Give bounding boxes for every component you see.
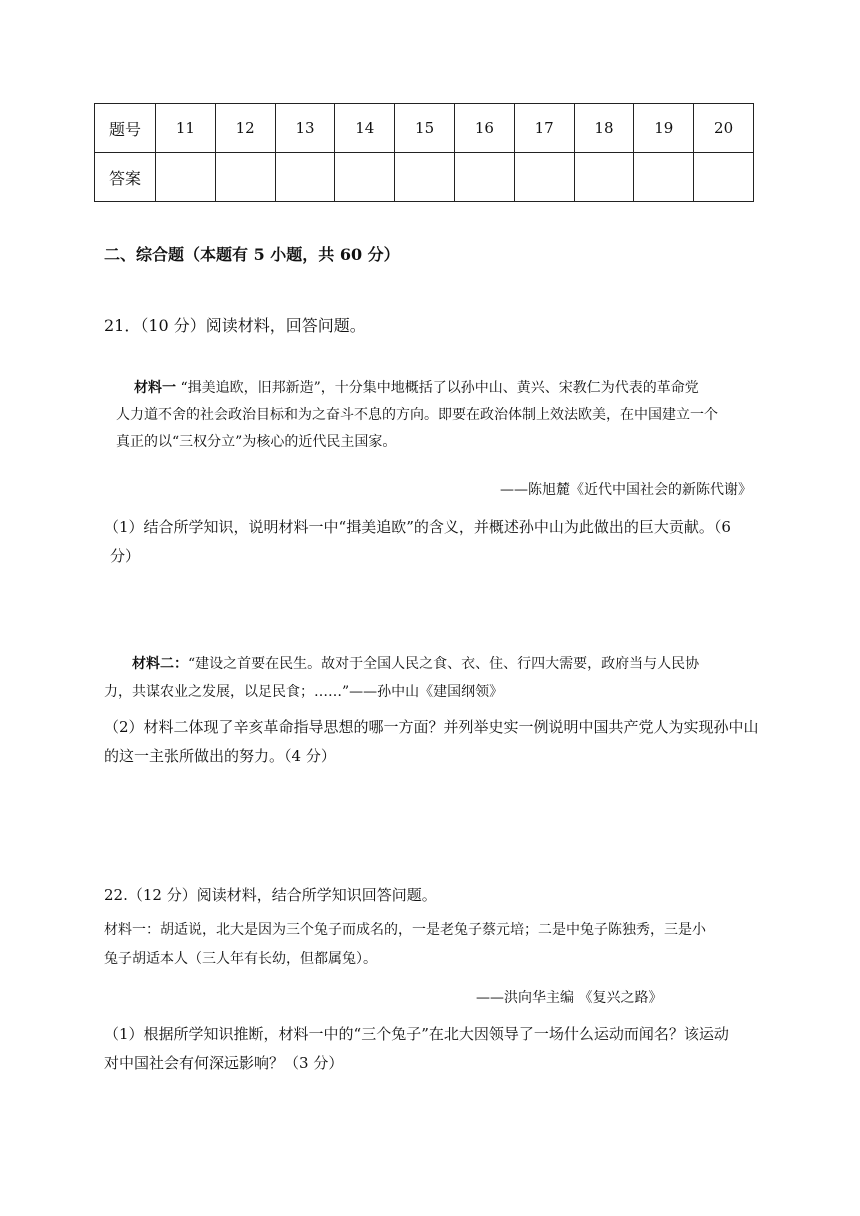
q21-material-2-text: “建设之首要在民生。故对于全国人民之食、衣、住、行四大需要，政府当与人民协 xyxy=(188,656,700,672)
answer-cell[interactable] xyxy=(694,153,754,202)
answer-cell[interactable] xyxy=(514,153,574,202)
question-number-cell: 15 xyxy=(395,104,455,153)
row-label-question-number: 题号 xyxy=(95,104,156,153)
question-number-cell: 20 xyxy=(694,104,754,153)
question-number-cell: 11 xyxy=(156,104,216,153)
section-title: 二、综合题（本题有 5 小题，共 60 分） xyxy=(104,245,400,264)
q22-material-1-line: 兔子胡适本人（三人年有长幼，但都属兔）。 xyxy=(104,951,377,967)
q22-heading: 22.（12 分）阅读材料，结合所学知识回答问题。 xyxy=(104,886,437,904)
question-number-cell: 18 xyxy=(574,104,634,153)
question-number-cell: 19 xyxy=(634,104,694,153)
q21-question-2-line: （2）材料二体现了辛亥革命指导思想的哪一方面？并列举史实一例说明中国共产党人为实现孙中山 xyxy=(104,718,759,736)
q21-question-1-line: （1）结合所学知识，说明材料一中“揖美追欧”的含义，并概述孙中山为此做出的巨大贡献。（6 xyxy=(104,518,731,536)
answer-cell[interactable] xyxy=(215,153,275,202)
q21-question-2 xyxy=(104,713,764,771)
answer-table xyxy=(94,103,754,202)
q21-material-2-line: 力，共谋农业之发展，以足民食；……”——孙中山《建国纲领》 xyxy=(104,684,504,700)
answer-table-answer-row xyxy=(95,153,754,202)
q21-material-1-source: ——陈旭麓《近代中国社会的新陈代谢》 xyxy=(500,482,752,498)
q21-material-1-line: 人力道不舍的社会政治目标和为之奋斗不息的方向。即要在政治体制上效法欧美，在中国建立一个 xyxy=(116,407,718,423)
answer-cell[interactable] xyxy=(275,153,335,202)
q21-question-1 xyxy=(104,513,764,571)
q21-material-2-line xyxy=(104,650,756,678)
q22-material-1-line: 材料一：胡适说，北大是因为三个兔子而成名的，一是老兔子蔡元培；二是中兔子陈独秀，三是小 xyxy=(104,922,706,938)
q21-question-2-line: 的这一主张所做出的努力。（4 分） xyxy=(104,747,336,765)
q21-material-1-label: 材料一 xyxy=(134,380,176,396)
question-number-cell: 14 xyxy=(335,104,395,153)
q21-heading: 21．（10 分）阅读材料，回答问题。 xyxy=(104,316,366,335)
answer-cell[interactable] xyxy=(156,153,216,202)
question-number-cell: 13 xyxy=(275,104,335,153)
q22-question-1-line: （1）根据所学知识推断，材料一中的“三个兔子”在北大因领导了一场什么运动而闻名？该运动 xyxy=(104,1025,729,1043)
q21-material-1-line xyxy=(116,375,758,402)
q21-material-2 xyxy=(104,650,756,706)
q21-material-1-text: “揖美追欧，旧邦新造”，十分集中地概括了以孙中山、黄兴、宋教仁为代表的革命党 xyxy=(180,380,699,396)
q21-material-2-label: 材料二： xyxy=(132,656,188,672)
answer-cell[interactable] xyxy=(454,153,514,202)
question-number-cell: 12 xyxy=(215,104,275,153)
q22-material-1-source: ——洪向华主编 《复兴之路》 xyxy=(476,990,663,1006)
q22-question-1 xyxy=(104,1020,764,1078)
row-label-answer: 答案 xyxy=(95,153,156,202)
answer-cell[interactable] xyxy=(395,153,455,202)
answer-cell[interactable] xyxy=(574,153,634,202)
q21-material-1-line: 真正的以“三权分立”为核心的近代民主国家。 xyxy=(116,434,397,450)
q21-material-1 xyxy=(116,375,758,456)
answer-cell[interactable] xyxy=(634,153,694,202)
answer-table-number-row xyxy=(95,104,754,153)
q22-material-1 xyxy=(104,916,756,974)
question-number-cell: 16 xyxy=(454,104,514,153)
answer-cell[interactable] xyxy=(335,153,395,202)
q22-question-1-line: 对中国社会有何深远影响？（3 分） xyxy=(104,1054,344,1072)
question-number-cell: 17 xyxy=(514,104,574,153)
q21-question-1-line: 分） xyxy=(110,547,141,565)
